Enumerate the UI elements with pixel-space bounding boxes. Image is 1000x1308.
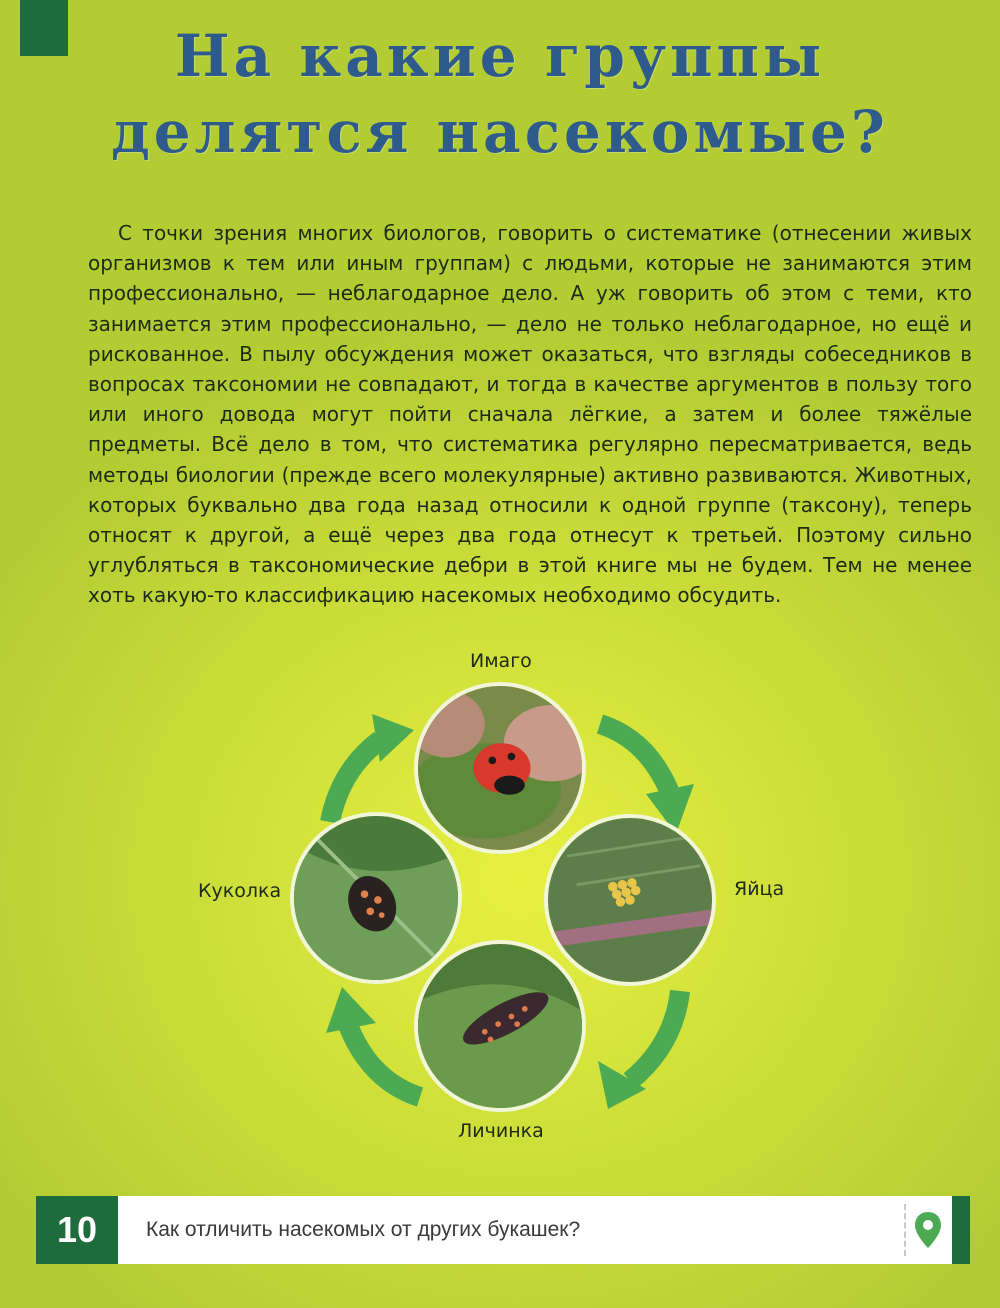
label-pupa: Куколка [198,880,282,902]
title-line-1: На какие группы [174,22,826,90]
page-title [0,18,1000,170]
ladybug-adult-icon [418,686,582,850]
photo-pupa [290,812,462,984]
lifecycle-diagram [0,640,1000,1160]
location-pin-icon [912,1210,944,1250]
title-line-2: делятся насекомые? [111,98,889,166]
label-eggs: Яйца [734,878,785,900]
page-number: 10 [36,1196,118,1264]
footer-section-title: Как отличить насекомых от других букашек? [146,1218,581,1241]
ladybug-pupa-icon [294,816,458,980]
body-paragraph: С точки зрения многих биологов, говорить о систематике (отнесении живых организмов к тем или иным группам) с людьми, которые не занимаются этим профессионально, — неблагодарное дело. А уж говорить об этом с теми, кто занимается этим профессионально, — дело не только неблагодарное, но ещё и рискованное. В пылу обсуждения может оказаться, что взгляды собеседников в вопросах таксономии не совпадают, и тогда в качестве аргументов в пользу того или иного довода могут пойти сначала лёгкие, а затем и более тяжёлые предметы. Всё дело в том, что систематика регулярно пересматривается, ведь методы биологии (прежде всего молекулярные) активно развиваются. Животных, которых буквально два года назад относили к одной группе (таксону), теперь относят к другой, а ещё через два года отнесут к третьей. Поэтому сильно углубляться в таксономические дебри в этой книге мы не будем. Тем не менее хоть какую-то классификацию насекомых необходимо обсудить. [88,221,972,608]
label-larva: Личинка [458,1120,544,1142]
arrow-eggs-to-larva-icon [590,985,700,1115]
ladybug-eggs-icon [548,818,712,982]
arrow-larva-to-pupa-icon [320,985,430,1115]
photo-imago [414,682,586,854]
footer-bar [36,1196,970,1264]
footer-divider [904,1204,906,1256]
footer-accent-bar [952,1196,970,1264]
photo-eggs [544,814,716,986]
ladybug-larva-icon [418,944,582,1108]
label-imago: Имаго [470,650,532,672]
photo-larva [414,940,586,1112]
